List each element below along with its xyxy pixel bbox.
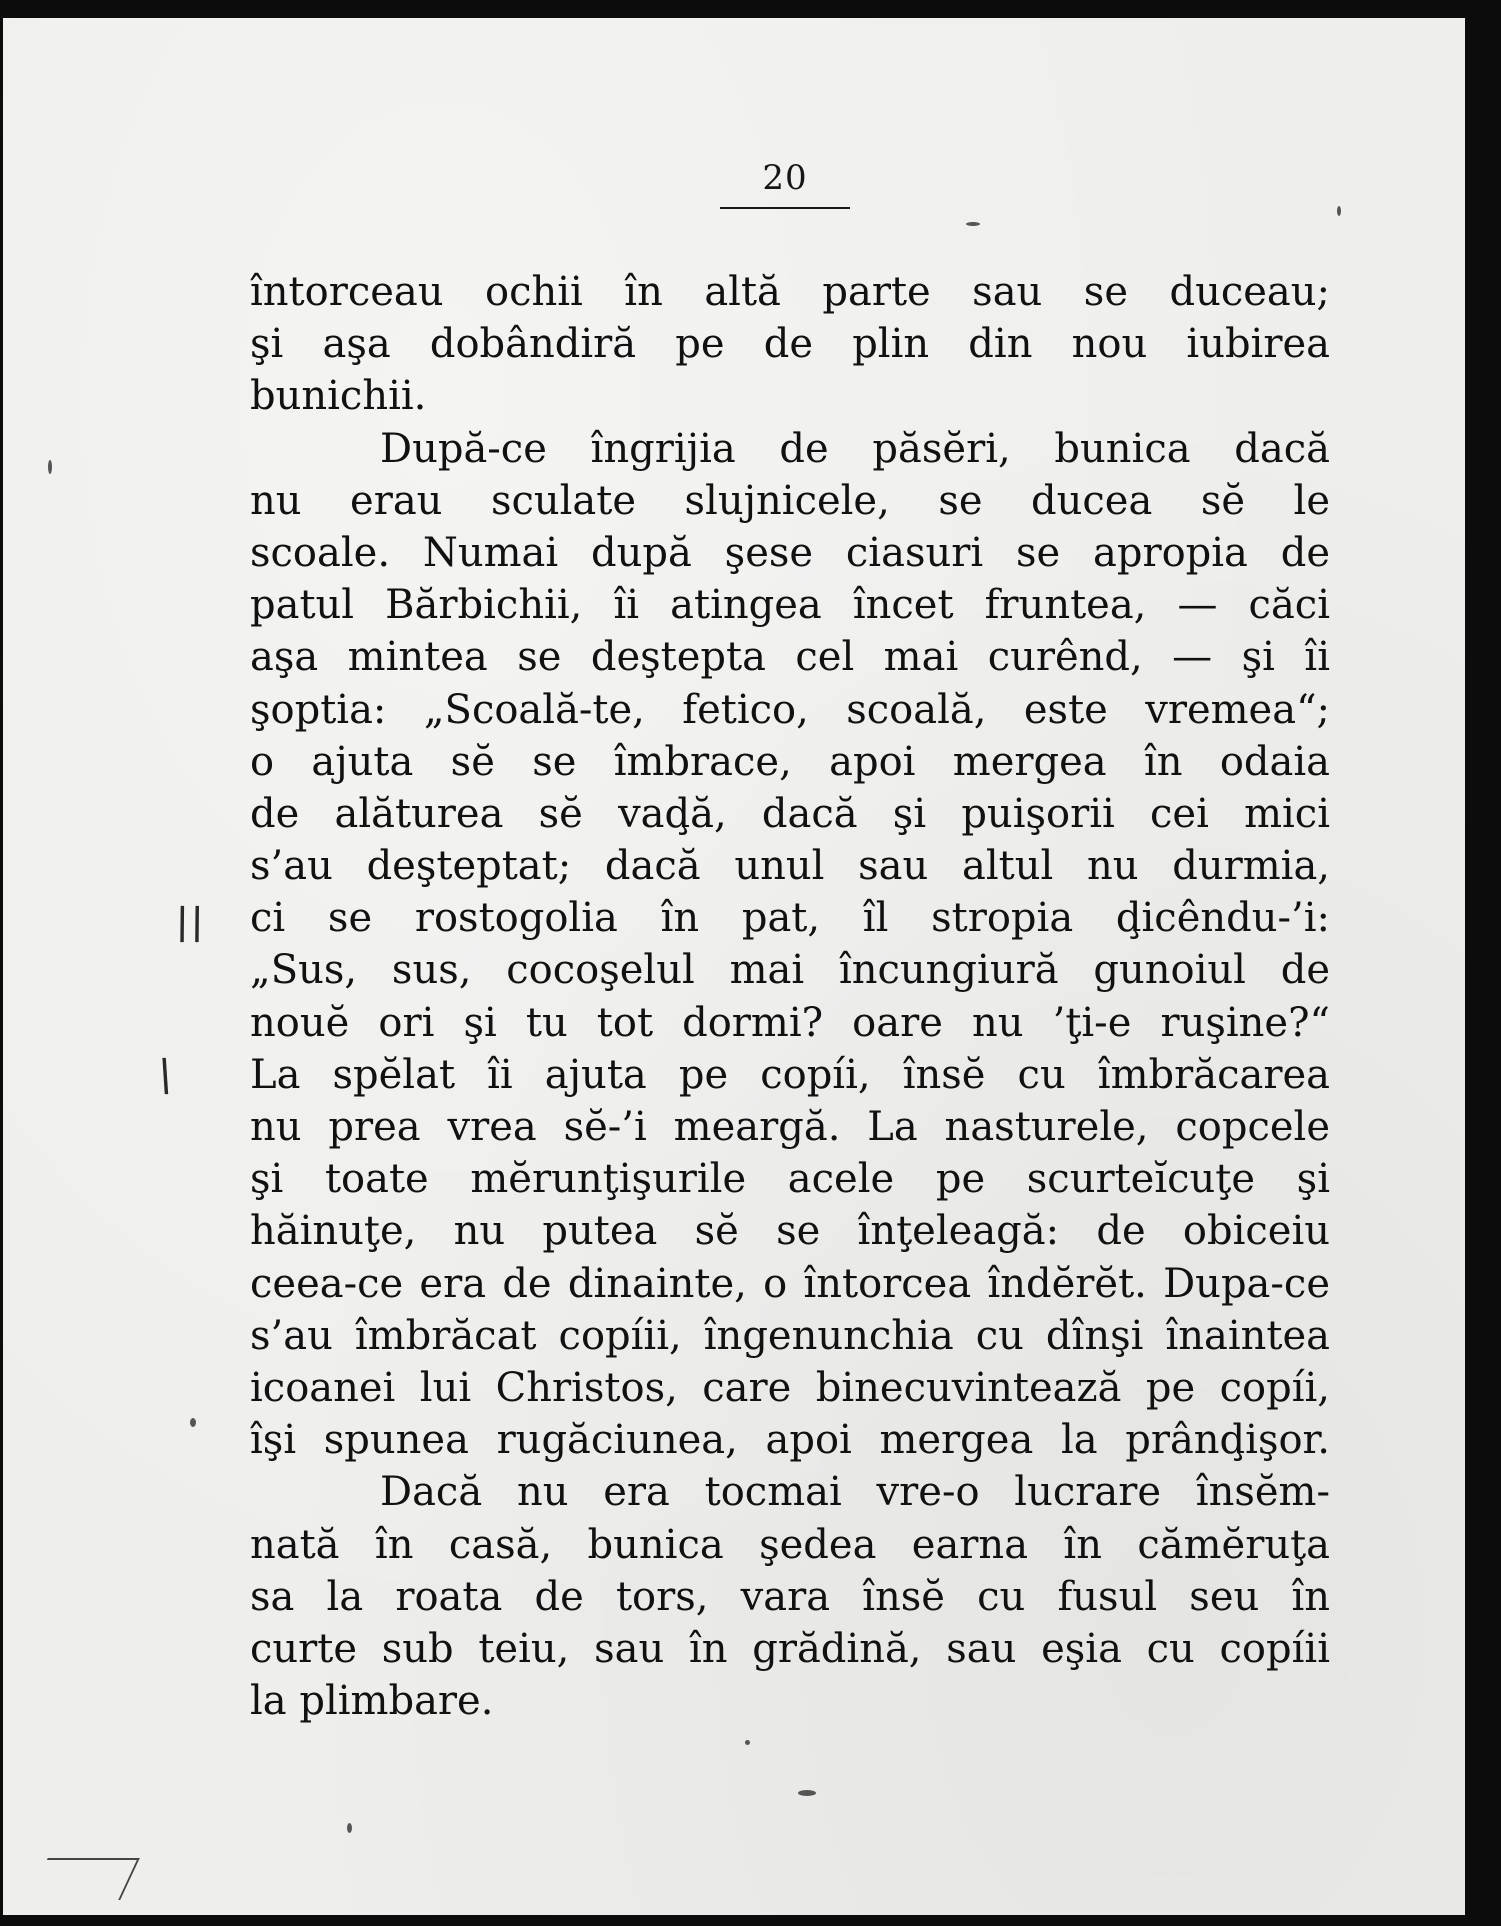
speck bbox=[798, 1790, 816, 1796]
text-line: nouĕ ori şi tu tot dormi? oare nu ’ţi-e ruşine?“ bbox=[250, 999, 1330, 1046]
speck bbox=[966, 222, 980, 226]
text-line: bunichii. bbox=[250, 373, 427, 420]
corner-scratch bbox=[28, 1858, 140, 1900]
text-line: întorceau ochii în altă parte sau se duceau; bbox=[250, 269, 1330, 315]
text-line: s’au îmbrăcat copíii, îngenunchia cu dînşi înaintea bbox=[250, 1312, 1330, 1359]
text-line: patul Bărbichii, îi atingea încet fruntea, — căci bbox=[250, 582, 1330, 629]
text-line: hăinuţe, nu putea sĕ se înţeleagă: de obiceiu bbox=[250, 1208, 1330, 1255]
text-line: şi toate mĕrunţişurile acele pe scurteĭcuţe şi bbox=[250, 1156, 1330, 1203]
speck bbox=[745, 1740, 750, 1745]
text-line: ci se rostogolia în pat, îl stropia ḑicêndu-’i: bbox=[250, 895, 1330, 942]
speck bbox=[1337, 206, 1341, 216]
text-line: nată în casă, bunica şedea earna în cămĕruţa bbox=[250, 1521, 1330, 1568]
text-line: La spĕlat îi ajuta pe copíi, însĕ cu îmbrăcarea bbox=[250, 1051, 1330, 1098]
text-line: După-ce îngrijia de păsĕri, bunica dacă bbox=[380, 425, 1330, 472]
speck bbox=[347, 1823, 352, 1833]
text-line: de alăturea sĕ vaḑă, dacă şi puişorii cei mici bbox=[250, 790, 1330, 837]
text-line: sa la roata de tors, vara însĕ cu fusul seu în bbox=[250, 1573, 1330, 1620]
text-line: şoptia: „Scoală-te, fetico, scoală, este vremea“; bbox=[250, 686, 1330, 733]
text-line: scoale. Numai după şese ciasuri se apropia de bbox=[250, 529, 1330, 576]
text-line: icoanei lui Christos, care binecuvintează pe copíi, bbox=[250, 1364, 1330, 1411]
text-line: o ajuta sĕ se îmbrace, apoi mergea în odaia bbox=[250, 738, 1330, 785]
text-line: ceea-ce era de dinainte, o întorcea îndĕrĕt. Dupa-ce bbox=[250, 1260, 1330, 1307]
text-line: „Sus, sus, cocoşelul mai încungiură gunoiul de bbox=[250, 947, 1330, 994]
speck bbox=[190, 1418, 196, 1427]
text-line: s’au deşteptat; dacă unul sau altul nu durmia, bbox=[250, 843, 1330, 890]
text-line: Dacă nu era tocmai vre-o lucrare însĕm- bbox=[380, 1469, 1330, 1516]
text-line: îşi spunea rugăciunea, apoi mergea la prânḑişor. bbox=[250, 1417, 1330, 1464]
text-line: curte sub teiu, sau în grădină, sau eşia cu copíii bbox=[250, 1625, 1330, 1672]
speck bbox=[48, 460, 52, 474]
text-line: şi aşa dobândiră pe de plin din nou iubirea bbox=[250, 321, 1330, 368]
text-line: aşa mintea se deştepta cel mai curênd, — şi îi bbox=[250, 634, 1330, 681]
page-number: 20 bbox=[762, 158, 808, 198]
text-line: nu erau sculate slujnicele, se ducea sĕ le bbox=[250, 477, 1330, 524]
page-number-rule bbox=[720, 207, 850, 209]
margin-mark-double: \\ bbox=[166, 898, 213, 949]
text-line: la plimbare. bbox=[250, 1678, 494, 1725]
text-line: nu prea vrea sĕ-’i meargă. La nasturele, copcele bbox=[250, 1104, 1330, 1150]
margin-mark-single: \ bbox=[151, 1050, 180, 1101]
body-text bbox=[250, 266, 1330, 1727]
scan-edge bbox=[1465, 0, 1501, 1926]
